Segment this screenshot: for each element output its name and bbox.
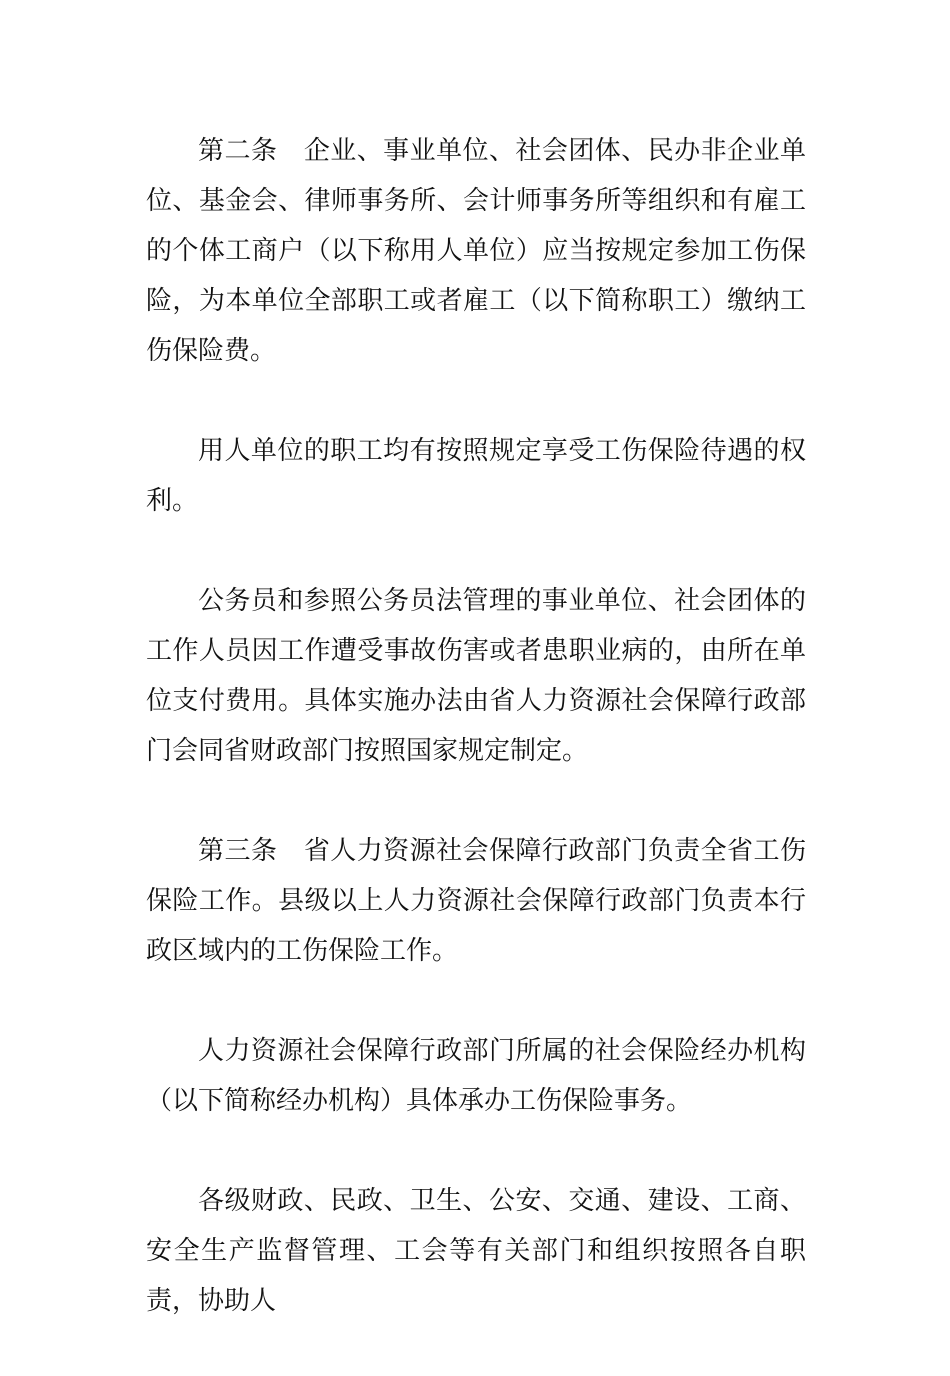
article-number: 第二条 [198,136,278,166]
paragraph-text: 各级财政、民政、卫生、公安、交通、建设、工商、安全生产监督管理、工会等有关部门和组织按照各自职责，协助人 [146,1186,806,1316]
paragraph-article-2 [146,126,806,376]
document-body [146,126,806,1376]
article-number: 第三条 [198,836,278,866]
paragraph-text: 企业、事业单位、社会团体、民办非企业单位、基金会、律师事务所、会计师事务所等组织和有雇工的个体工商户（以下称用人单位）应当按规定参加工伤保险，为本单位全部职工或者雇工（以下简称职工）缴纳工伤保险费。 [146,136,806,366]
paragraph-departments [146,1176,806,1326]
paragraph-text: 用人单位的职工均有按照规定享受工伤保险待遇的权利。 [146,436,806,516]
paragraph-civil-servants [146,576,806,776]
paragraph-text: 省人力资源社会保障行政部门负责全省工伤保险工作。县级以上人力资源社会保障行政部门负责本行政区域内的工伤保险工作。 [146,836,806,966]
paragraph-employee-rights [146,426,806,526]
paragraph-text: 人力资源社会保障行政部门所属的社会保险经办机构（以下简称经办机构）具体承办工伤保险事务。 [146,1036,806,1116]
paragraph-article-3 [146,826,806,976]
paragraph-text: 公务员和参照公务员法管理的事业单位、社会团体的工作人员因工作遭受事故伤害或者患职业病的，由所在单位支付费用。具体实施办法由省人力资源社会保障行政部门会同省财政部门按照国家规定制定。 [146,586,806,766]
paragraph-agency [146,1026,806,1126]
